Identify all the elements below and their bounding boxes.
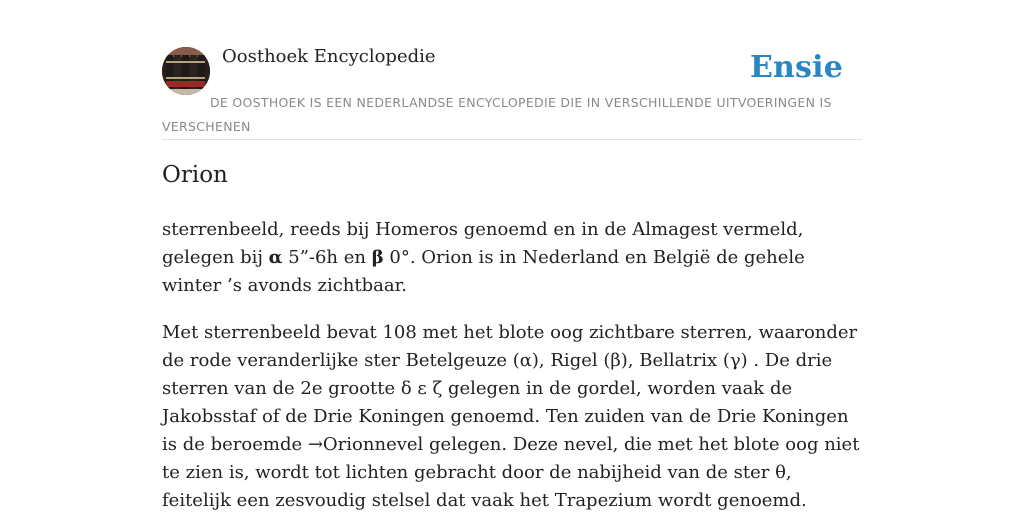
article-title: Orion <box>162 162 228 188</box>
paragraph-text: sterrenbeeld, reeds bij Homeros genoemd en in de Almagest vermeld, gelegen bij <box>162 219 804 268</box>
site-header <box>162 0 862 140</box>
site-title[interactable]: Oosthoek Encyclopedie <box>222 46 436 67</box>
paragraph-text: 5”-6h en <box>282 247 372 268</box>
page-container <box>162 0 862 511</box>
site-avatar[interactable] <box>162 47 210 95</box>
site-tagline: DE OOSTHOEK IS EEN NEDERLANDSE ENCYCLOPEDIE DIE IN VERSCHILLENDE UITVOERINGEN IS VERSCHENEN <box>162 95 832 134</box>
beta-symbol: β <box>371 247 384 268</box>
paragraph-text: 0°. Orion is in Nederland en België de gehele winter ’s avonds zichtbaar. <box>162 247 805 296</box>
alpha-symbol: α <box>268 247 283 268</box>
brand-logo[interactable]: Ensie <box>749 50 843 85</box>
article-paragraph-2: Met sterrenbeeld bevat 108 met het blote oog zichtbare sterren, waaronder de rode veranderlijke ster Betelgeuze (α), Rigel (β), Bellatrix (γ) . De drie sterren van de 2e grootte δ ε ζ gelegen in de gordel, worden vaak de Jakobsstaf of de Drie Koningen genoemd. Ten zuiden van de Drie Koningen is de beroemde →Orionnevel gelegen. Deze nevel, die met het blote oog niet te zien is, wordt tot lichten gebracht door de nabijheid van de ster θ, feitelijk een zesvoudig stelsel dat vaak het Trapezium wordt genoemd. <box>162 322 860 511</box>
article-paragraph-1 <box>162 216 862 300</box>
encyclopedia-books-icon <box>162 47 210 95</box>
